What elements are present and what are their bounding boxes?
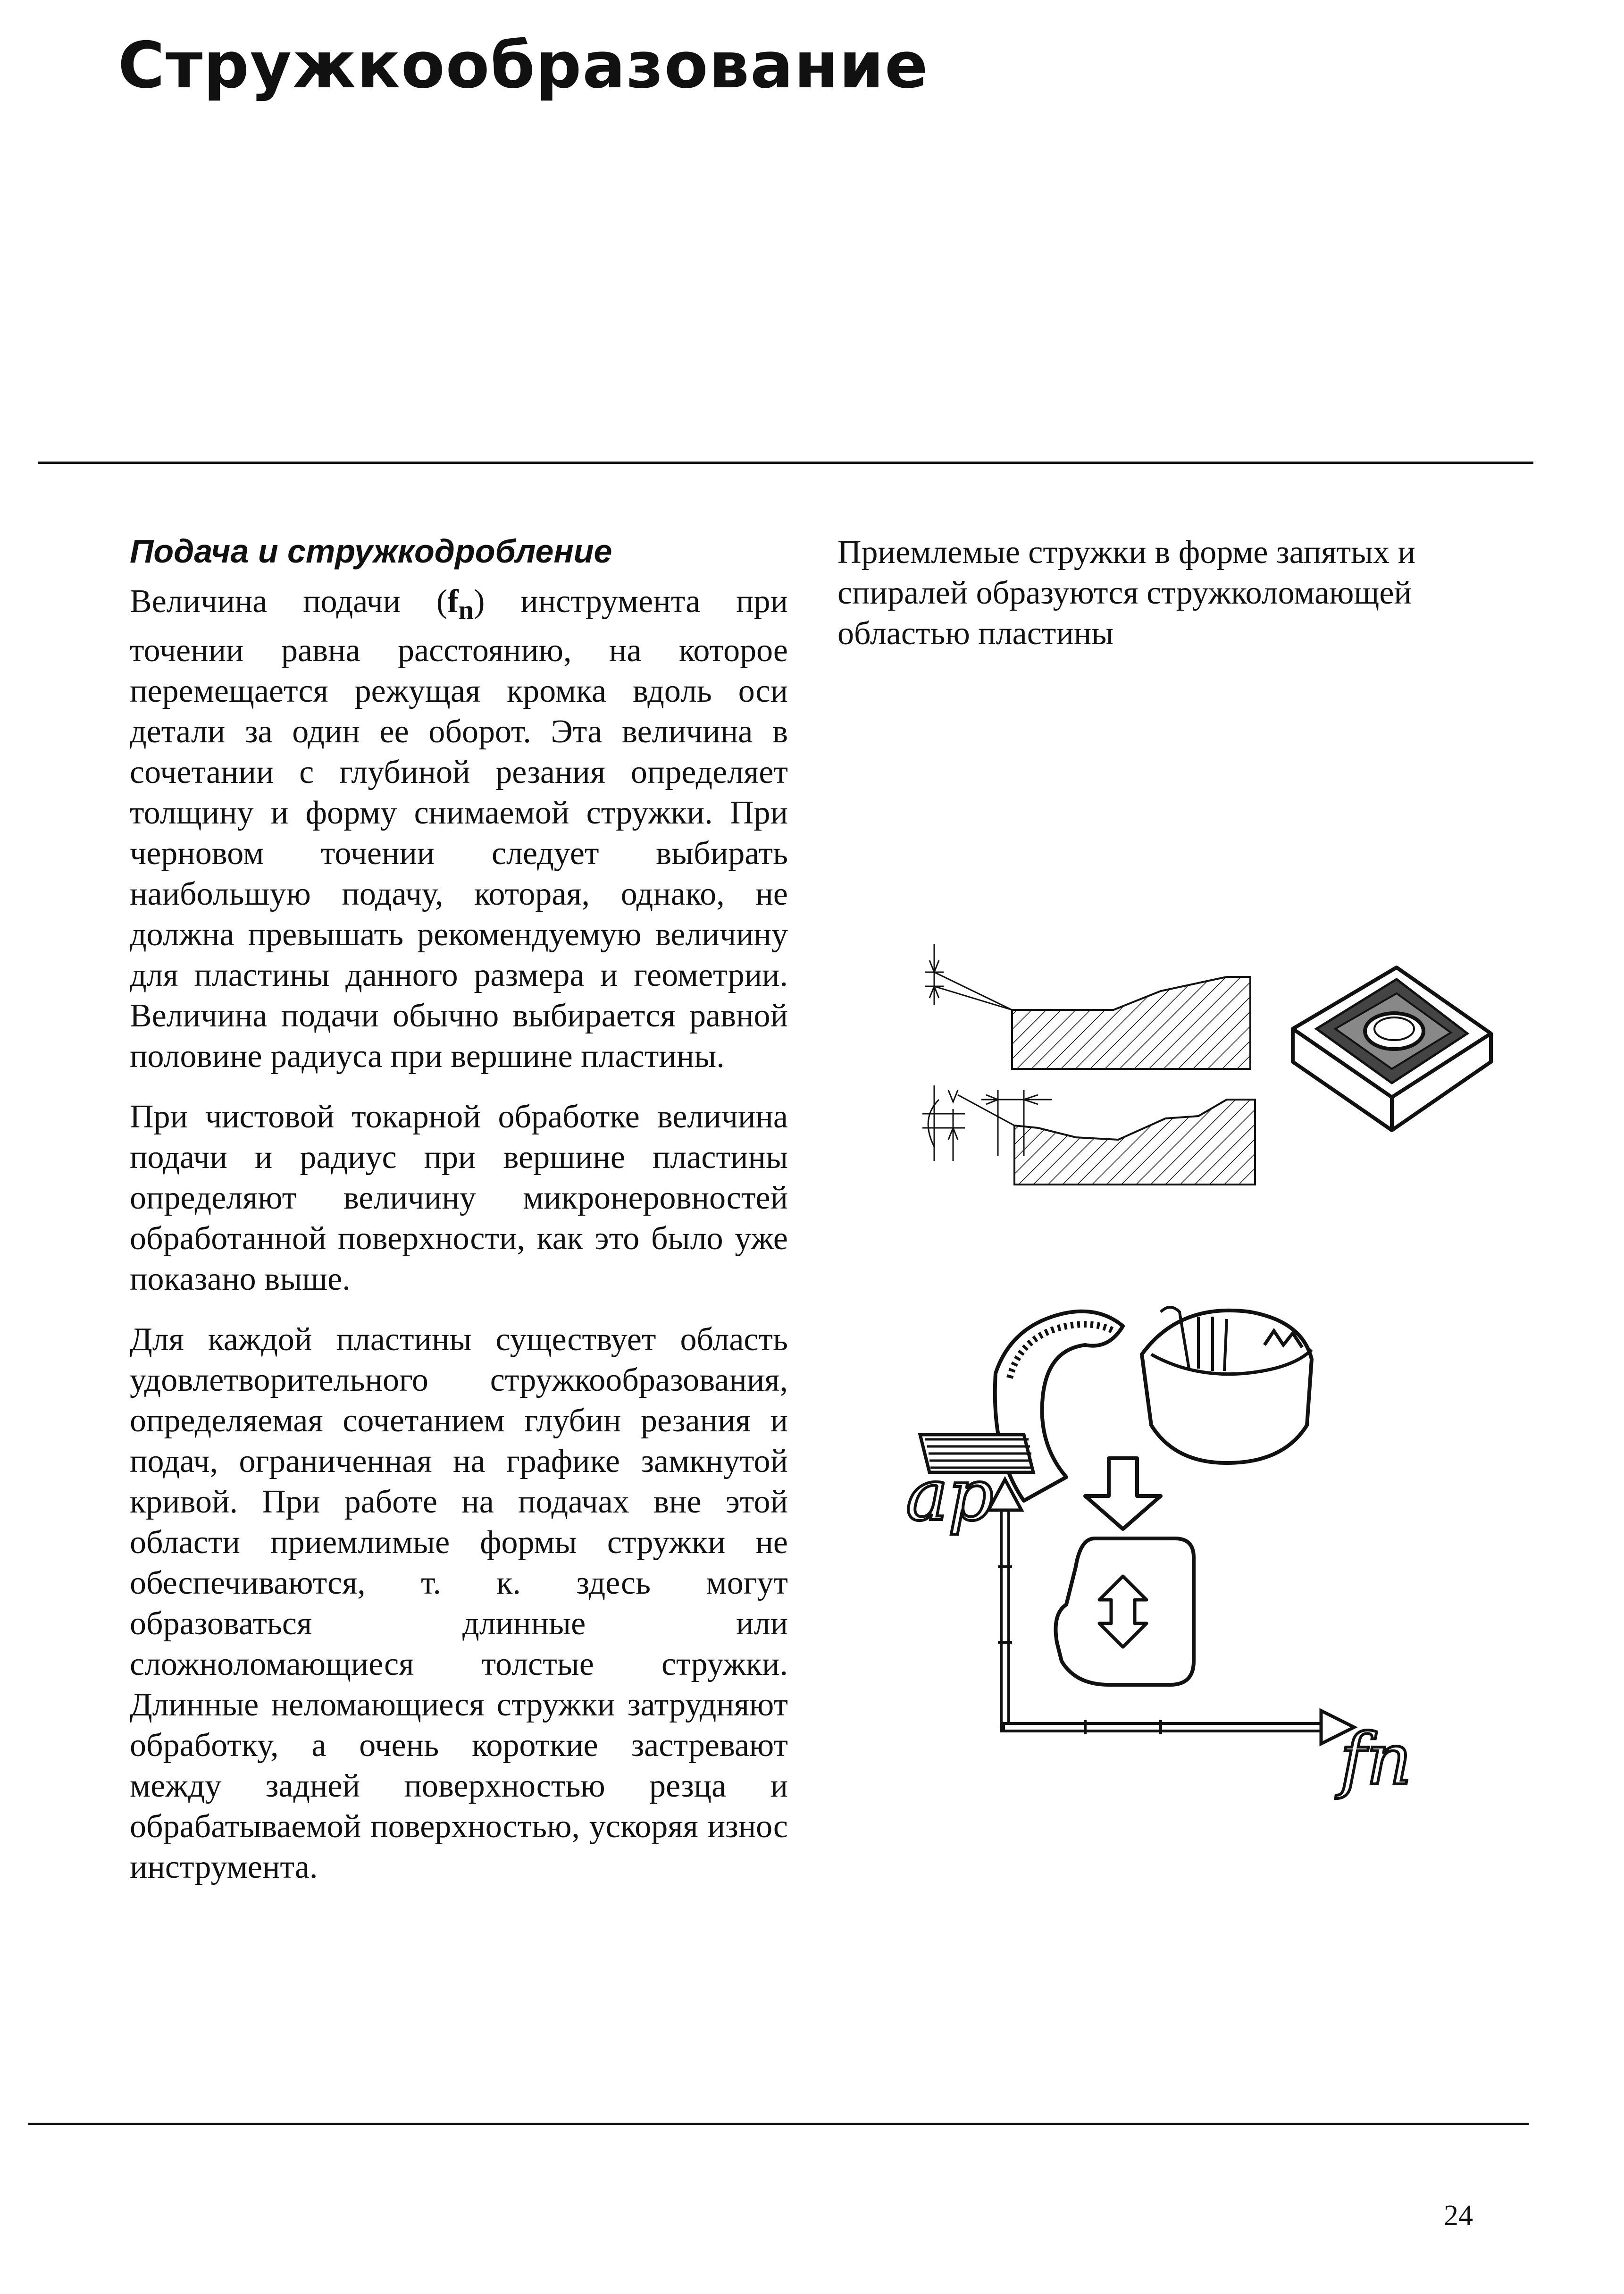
body-text-column bbox=[130, 581, 788, 1907]
top-divider bbox=[38, 462, 1533, 464]
down-arrow-icon bbox=[1085, 1458, 1161, 1529]
x-axis-label: fn bbox=[1340, 1719, 1412, 1801]
lower-insert-profile bbox=[922, 1085, 1255, 1185]
page-title: Стружкообразование bbox=[118, 28, 929, 102]
paragraph-finishing: При чистовой токарной обработке величина подачи и радиус при вершине пластины определяют величину микронеровностей обработанной поверхности, как это было уже показано выше. bbox=[130, 1099, 788, 1297]
chip-forming-area-chart bbox=[887, 1274, 1448, 1807]
cutting-insert-icon bbox=[1283, 958, 1500, 1137]
page-number: 24 bbox=[1444, 2200, 1473, 2232]
spiral-chip-drawing bbox=[1142, 1307, 1312, 1463]
paragraph-feed-definition: Величина подачи $(f_n)$ инструмента при точении равна расстоянию, на которое перемещается режущая кромка вдоль оси детали за один ее оборот. Эта величина в сочетании с глубиной резания определяет толщину и форму снимаемой стружки. При черновом точении следует выбирать наибольшую подачу, которая, однако, не должна превышать рекомендуемую величину для пластины данного размера и геометрии. Величина подачи обычно выбирается равной половине радиуса при вершине пластины. bbox=[130, 583, 788, 1075]
paragraph-chip-area: Для каждой пластины существует область удовлетворительного стружкообразования, определяемая сочетанием глубин резания и подач, ограниченная на графике замкнутой кривой. При работе на подачах вне этой области приемлимые формы стружки не обеспечиваются, т. к. здесь могут образоваться длинные или сложноломающиеся толстые стружки. Длинные неломающиеся стружки затрудняют обработку, а очень короткие застревают между задней поверхностью резца и обрабатываемой поверхностью, ускоряя износ инструмента. bbox=[130, 1321, 788, 1885]
feed-symbol-subscript: n bbox=[458, 595, 474, 625]
feed-symbol: f bbox=[447, 583, 459, 620]
figure-caption: Приемлемые стружки в форме запятых и спиралей образуются стружколомающей областью пластины bbox=[837, 534, 1416, 652]
bottom-divider bbox=[28, 2123, 1529, 2125]
section-heading: Подача и стружкодробление bbox=[130, 533, 612, 570]
chip-breaker-profile-diagram bbox=[896, 939, 1283, 1199]
y-axis-label: ap bbox=[906, 1454, 994, 1537]
upper-insert-profile bbox=[925, 944, 1250, 1069]
